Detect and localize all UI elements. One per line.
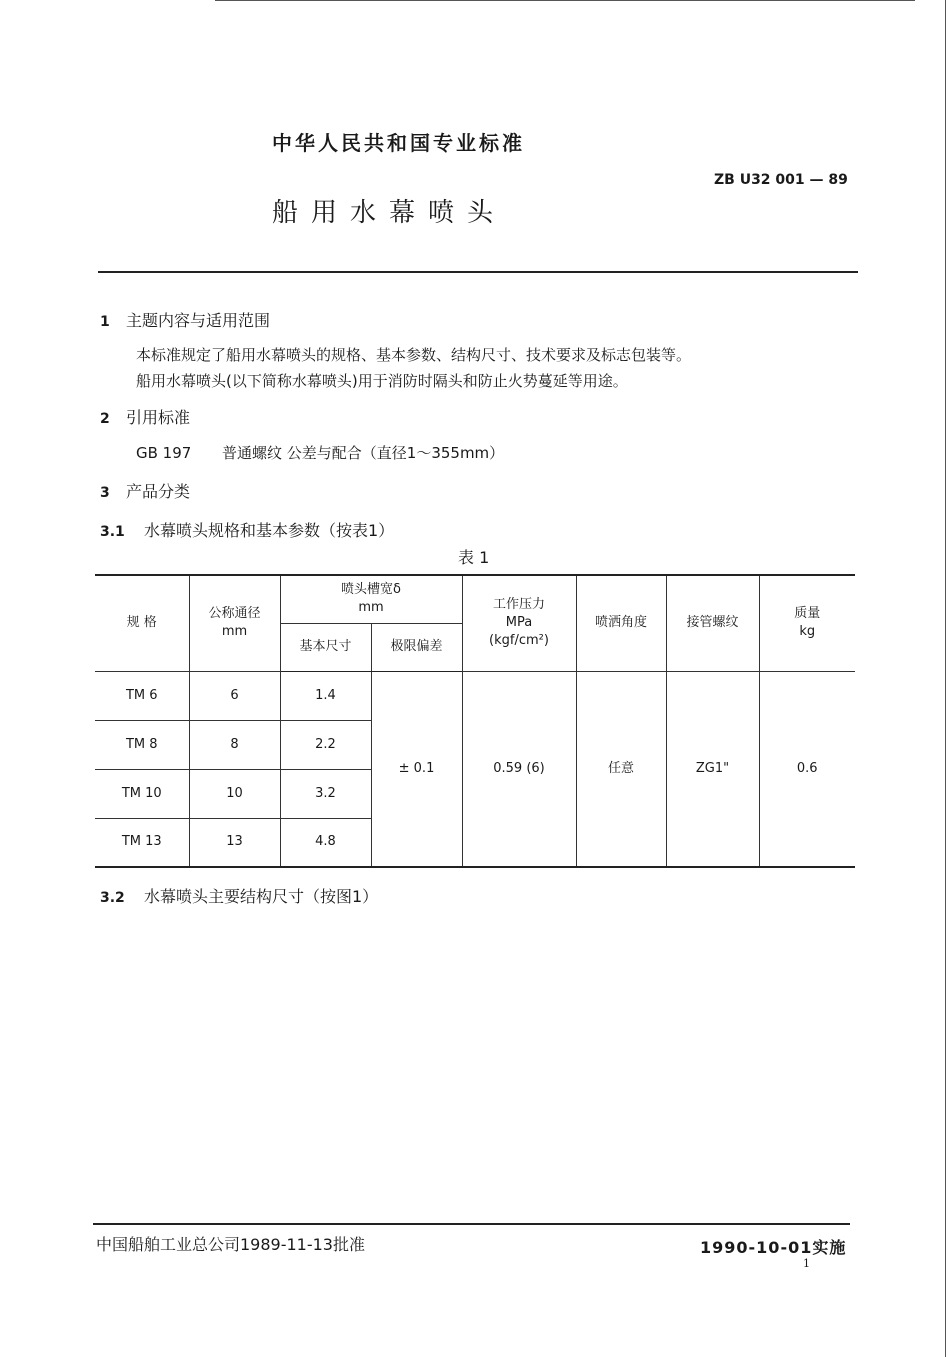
header-spray-angle: 喷洒角度: [576, 575, 666, 671]
document-title: 船用水幕喷头: [272, 198, 507, 228]
header-slot-unit: mm: [358, 600, 384, 616]
cell-nominal: 10: [189, 769, 280, 818]
cell-tolerance: ± 0.1: [371, 671, 462, 867]
header-rule: [98, 271, 858, 273]
section-3-2-heading: [100, 884, 378, 907]
reference-title: 普通螺纹 公差与配合（直径1～355mm）: [222, 444, 505, 462]
cell-spec: TM 10: [95, 769, 189, 818]
page-number: 1: [803, 1257, 810, 1270]
cell-basic-size: 1.4: [280, 671, 371, 720]
cell-basic-size: 3.2: [280, 769, 371, 818]
cell-nominal: 13: [189, 818, 280, 867]
scan-edge-right: [945, 0, 946, 1357]
reference-standard: [136, 442, 504, 463]
header-mass: [759, 575, 855, 671]
cell-spec: TM 6: [95, 671, 189, 720]
section-title: 主题内容与适用范围: [126, 311, 271, 330]
header-nominal-label: 公称通径: [208, 606, 261, 622]
standard-code: ZB U32 001 — 89: [714, 172, 848, 188]
reference-code: GB 197: [136, 444, 192, 462]
cell-pressure: 0.59 (6): [462, 671, 576, 867]
header-mass-unit: kg: [799, 624, 816, 640]
header-spec: 规 格: [95, 575, 189, 671]
header-working-pressure: [462, 575, 576, 671]
cell-spec: TM 8: [95, 720, 189, 769]
header-pressure-alt-unit: (kgf/cm²): [489, 633, 549, 649]
effective-date: 1990-10-01实施: [700, 1238, 847, 1257]
section-1-paragraph-2: 船用水幕喷头(以下简称水幕喷头)用于消防时隔头和防止火势蔓延等用途。: [136, 372, 628, 390]
cell-basic-size: 2.2: [280, 720, 371, 769]
table-caption: 表 1: [458, 548, 490, 567]
section-2-heading: [100, 405, 190, 428]
header-pipe-thread: 接管螺纹: [666, 575, 759, 671]
header-slot-width: [280, 575, 462, 623]
section-title: 水幕喷头规格和基本参数（按表1）: [144, 521, 395, 540]
header-nominal-unit: mm: [221, 624, 248, 640]
cell-mass: 0.6: [759, 671, 855, 867]
section-3-1-heading: [100, 518, 394, 541]
section-title: 水幕喷头主要结构尺寸（按图1）: [144, 887, 379, 906]
cell-nominal: 8: [189, 720, 280, 769]
cell-basic-size: 4.8: [280, 818, 371, 867]
section-1-paragraph-1: 本标准规定了船用水幕喷头的规格、基本参数、结构尺寸、技术要求及标志包装等。: [136, 346, 692, 364]
header-mass-label: 质量: [794, 606, 821, 622]
header-tolerance: 极限偏差: [371, 623, 462, 671]
section-3-heading: [100, 479, 190, 502]
header-pressure-label: 工作压力: [492, 597, 545, 613]
cell-thread: ZG1": [666, 671, 759, 867]
header-pressure-unit: MPa: [505, 615, 533, 631]
header-basic-size: 基本尺寸: [280, 623, 371, 671]
cell-spec: TM 13: [95, 818, 189, 867]
spec-table: [95, 574, 855, 868]
section-number: 1: [100, 314, 110, 330]
section-number: 3.2: [100, 890, 125, 906]
section-number: 3.1: [100, 524, 125, 540]
section-number: 3: [100, 485, 110, 501]
issuer-approval: 中国船舶工业总公司1989-11-13批准: [96, 1235, 365, 1254]
standard-type: 中华人民共和国专业标准: [272, 131, 525, 155]
header-slot-label: 喷头槽宽δ: [341, 582, 401, 598]
section-number: 2: [100, 411, 110, 427]
cell-spray-angle: 任意: [576, 671, 666, 867]
table-row: [95, 671, 855, 720]
scan-edge-top: [215, 0, 915, 1]
cell-nominal: 6: [189, 671, 280, 720]
section-1-heading: [100, 308, 270, 331]
header-nominal-diameter: [189, 575, 280, 671]
section-title: 产品分类: [126, 482, 191, 501]
section-title: 引用标准: [126, 408, 191, 427]
footer-rule: [93, 1223, 850, 1225]
